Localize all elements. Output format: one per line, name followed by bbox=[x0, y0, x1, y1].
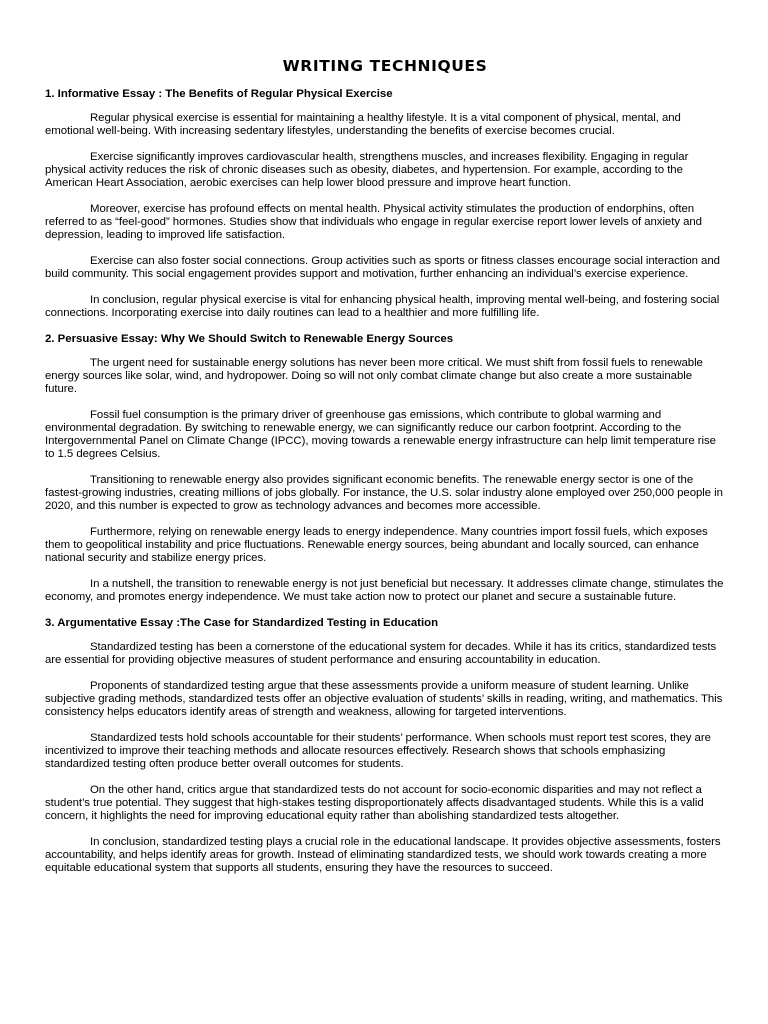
paragraph: In conclusion, standardized testing plays a crucial role in the educational landscape. It provides objective assessments, fosters accountability, and helps identify areas for growth. Instead of eliminating standardized tests, we should work towards creating a more equitable educational system that supports all students, ensuring they have the resources to succeed. bbox=[45, 836, 721, 874]
document-page bbox=[45, 56, 725, 888]
paragraph: The urgent need for sustainable energy solutions has never been more critical. We must shift from fossil fuels to renewable energy sources like solar, wind, and hydropower. Doing so will not only combat climate change but also create a more sustainable future. bbox=[45, 357, 703, 395]
section-heading: 3. Argumentative Essay :The Case for Standardized Testing in Education bbox=[45, 617, 439, 629]
paragraph: Furthermore, relying on renewable energy leads to energy independence. Many countries import fossil fuels, which exposes them to geopolitical instability and price fluctuations. Renewable energy sources, being abundant and locally sourced, can enhance national security and stabilize energy prices. bbox=[45, 526, 708, 564]
paragraph: Standardized testing has been a cornerstone of the educational system for decades. While it has its critics, standardized tests are essential for providing objective measures of student performance and ensuring accountability in education. bbox=[45, 641, 717, 666]
paragraph: Transitioning to renewable energy also provides significant economic benefits. The renewable energy sector is one of the fastest-growing industries, creating millions of jobs globally. For instance, the U.S. solar industry alone employed over 250,000 people in 2020, and this number is expected to grow as technology advances and becomes more accessible. bbox=[45, 474, 723, 512]
paragraph: Exercise significantly improves cardiovascular health, strengthens muscles, and increases flexibility. Engaging in regular physical activity reduces the risk of chronic diseases such as obesity, diabetes, and hypertension. For example, according to the American Heart Association, aerobic exercises can help lower blood pressure and improve heart function. bbox=[45, 151, 689, 189]
paragraph: In conclusion, regular physical exercise is vital for enhancing physical health, improving mental well-being, and fostering social connections. Incorporating exercise into daily routines can lead to a healthier and more fulfilling life. bbox=[45, 294, 720, 319]
paragraph: On the other hand, critics argue that standardized tests do not account for socio-economic disparities and may not reflect a student’s true potential. They suggest that high-stakes testing disproportionately affects disadvantaged students. While this is a valid concern, it highlights the need for improving educational equity rather than abolishing standardized tests altogether. bbox=[45, 784, 704, 822]
paragraph: Proponents of standardized testing argue that these assessments provide a uniform measure of student learning. Unlike subjective grading methods, standardized tests offer an objective evaluation of students’ skills in reading, writing, and mathematics. This consistency helps educators identify areas of strength and weakness, allowing for targeted interventions. bbox=[45, 680, 723, 718]
paragraph: Regular physical exercise is essential for maintaining a healthy lifestyle. It is a vital component of physical, mental, and emotional well-being. With increasing sedentary lifestyles, understanding the benefits of exercise becomes crucial. bbox=[45, 112, 681, 137]
section-heading: 2. Persuasive Essay: Why We Should Switch to Renewable Energy Sources bbox=[45, 333, 454, 345]
paragraph: In a nutshell, the transition to renewable energy is not just beneficial but necessary. It addresses climate change, stimulates the economy, and promotes energy independence. We must take action now to protect our planet and secure a sustainable future. bbox=[45, 578, 724, 603]
section-argumentative-essay bbox=[45, 617, 725, 875]
paragraph: Moreover, exercise has profound effects on mental health. Physical activity stimulates the production of endorphins, often referred to as “feel-good” hormones. Studies show that individuals who engage in regular exercise report lower levels of anxiety and depression, leading to improved life satisfaction. bbox=[45, 203, 702, 241]
paragraph: Standardized tests hold schools accountable for their students’ performance. When schools must report test scores, they are incentivized to improve their teaching methods and allocate resources effectively. Research shows that schools emphasizing standardized testing often produce better overall outcomes for students. bbox=[45, 732, 711, 770]
document-title: WRITING TECHNIQUES bbox=[282, 57, 488, 75]
section-informative-essay bbox=[45, 88, 725, 320]
section-persuasive-essay bbox=[45, 333, 725, 604]
section-heading: 1. Informative Essay : The Benefits of Regular Physical Exercise bbox=[45, 88, 393, 100]
paragraph: Exercise can also foster social connections. Group activities such as sports or fitness classes encourage social interaction and build community. This social engagement provides support and motivation, further enhancing an individual’s exercise experience. bbox=[45, 255, 720, 280]
paragraph: Fossil fuel consumption is the primary driver of greenhouse gas emissions, which contribute to global warming and environmental degradation. By switching to renewable energy, we can significantly reduce our carbon footprint. According to the Intergovernmental Panel on Climate Change (IPCC), moving towards a renewable energy infrastructure can help limit temperature rise to 1.5 degrees Celsius. bbox=[45, 409, 716, 460]
